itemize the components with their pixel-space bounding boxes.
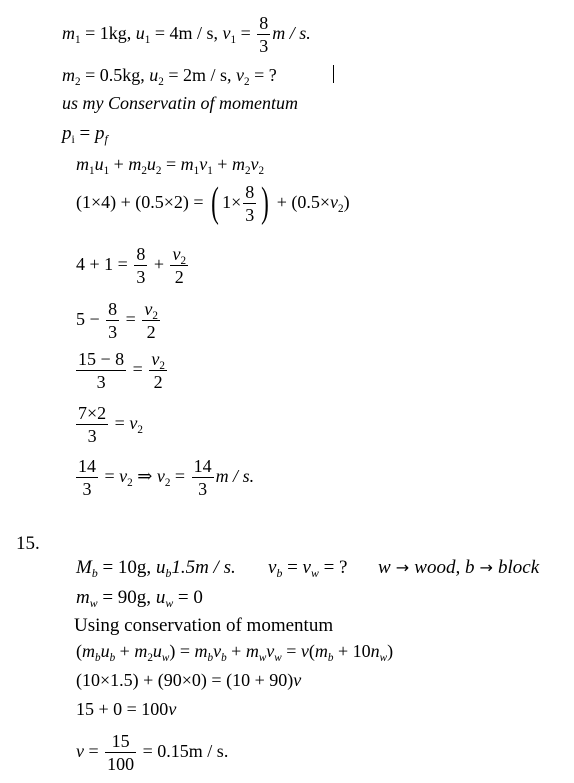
given-line-1: $m_1 = 1kg$, $u_1 = 4m / s$, $v_1$ = $\frac{8}{3}$ m / s. [62,13,311,56]
step-line-2: 5 − $\frac{8}{3}$ = $\frac{v_2}{2}$ [76,299,158,342]
method-text: us my Conservatin of momentum [62,93,298,113]
text-cursor [333,65,334,83]
momentum-equation: $m_1u_1 + m_2u_2 = m_1v_1 + m_2v_2$ [76,154,265,177]
step-line-4: $\frac{7\times 2}{3}$ = $v_2$ [78,403,143,446]
substitution-line: (1×4) + (0.5×2) = ( 1× $\frac{8}{3}$ ) + $(0.5\times v_2)$ [76,179,350,226]
given-line-2: $m_2 = 0.5kg$, $u_2 = 2m / s$, $v_2$ = ? [62,65,277,88]
q15-given-line-2: $m_w = 90g$, $u_w = 0$ [76,587,203,611]
q15-substitution: (10×1.5) + (90×0) = (10 + 90)v [76,670,302,690]
q15-method-text: Using conservation of momentum [74,615,334,636]
final-answer-line: $\frac{14}{3}$ = $v_2$ ⇒ $v_2$ = $\frac{14}{3}$ m / s. [78,456,255,499]
fraction-8-3: $\frac{8}{3}$ [259,13,269,56]
q15-sum: 15 + 0 = 100v [76,699,177,719]
q15-given-line-1: $M_b = 10g$, $u_b1.5m$ / s. [76,557,236,581]
q15-momentum-equation: $(m_bu_b + m_2u_w) = m_bv_b + m_wv_w = v(m_b + 10n_w)$ [76,641,394,664]
q15-final-answer: v = $\frac{15}{100}$ = 0.15m / s. [76,731,229,774]
momentum-equality: $p_i = p_f$ [62,123,108,147]
question-number: 15. [16,533,40,554]
q15-unknowns: $v_b = v_w$ = ? [268,557,348,581]
step-line-3: $\frac{15 - 8}{3}$ = $\frac{v_2}{2}$ [78,349,165,392]
q15-definitions: w → wood, b → block [378,557,540,578]
step-line-1: 4 + 1 = $\frac{8}{3}$ + $\frac{v_2}{2}$ [76,244,187,287]
